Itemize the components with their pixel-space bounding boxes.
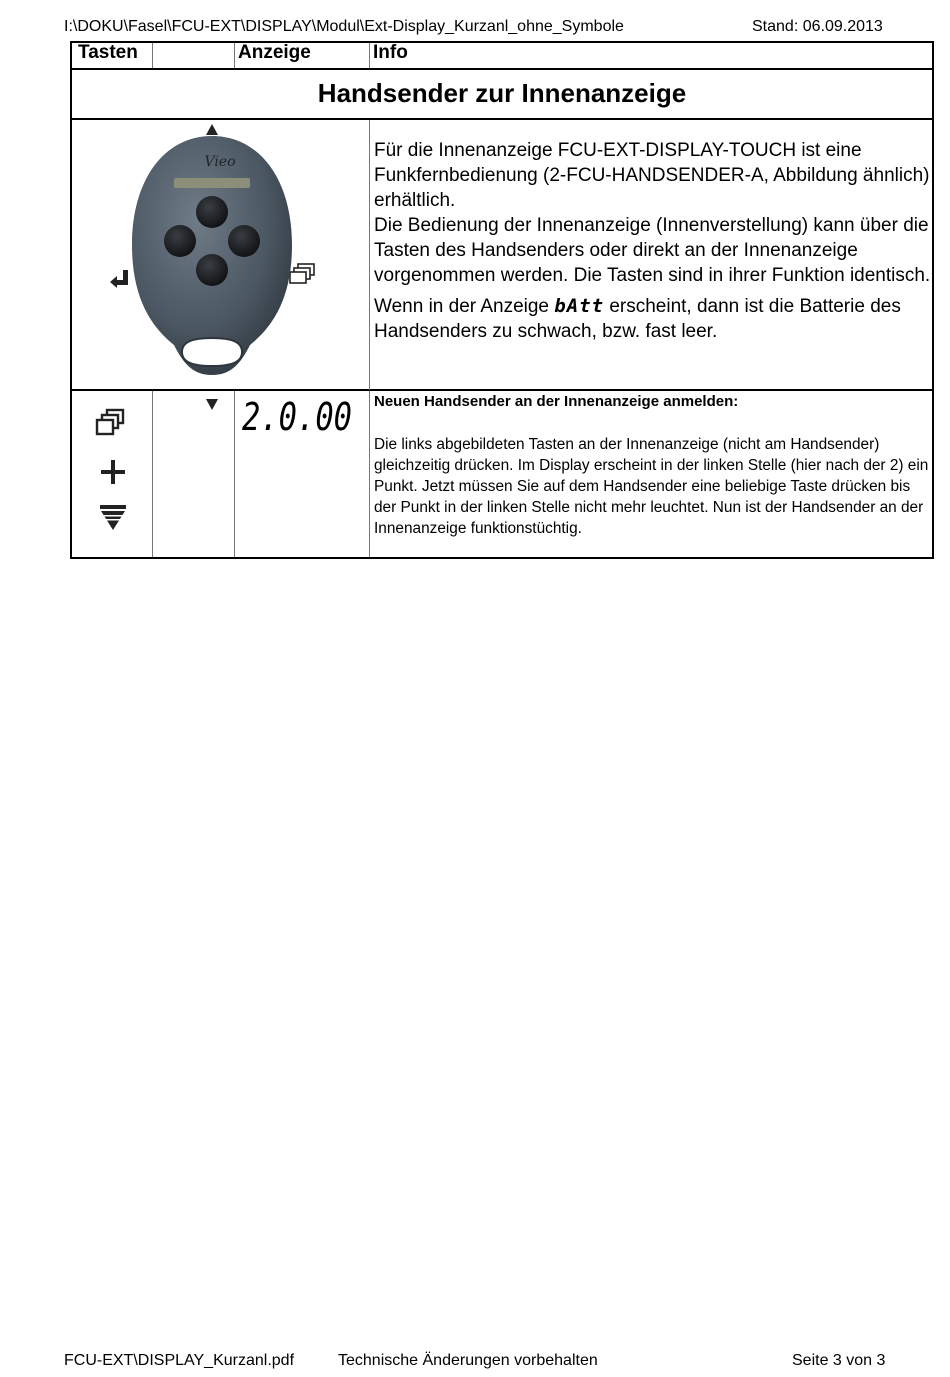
info-text-remote bbox=[374, 138, 934, 344]
plus-icon bbox=[101, 460, 125, 484]
remote-control-icon bbox=[132, 136, 292, 375]
info-text-register: Die links abgebildeten Tasten an der Innenanzeige (nicht am Handsender) gleichzeitig drücken. Im Display erscheint in der linken Stelle (hier nach der 2) ein Punkt. Jetzt müssen Sie auf dem Handsender eine beliebige Taste drücken bis der Punkt in der linken Stelle nicht mehr leuchtet. Nun ist der Handsender an der Innenanzeige funktionstüchtig. bbox=[374, 436, 929, 537]
table-header-row bbox=[70, 41, 934, 70]
footer-page: Seite 3 von 3 bbox=[792, 1352, 886, 1369]
column-divider bbox=[234, 391, 235, 557]
column-header-info: Info bbox=[373, 42, 408, 63]
enter-icon bbox=[110, 270, 128, 288]
arrow-up-icon bbox=[206, 124, 218, 135]
column-divider bbox=[369, 120, 370, 390]
info-text: Wenn in der Anzeige bbox=[374, 296, 549, 317]
key-icons bbox=[90, 401, 136, 535]
info-title: Neuen Handsender an der Innenanzeige anmelden: bbox=[374, 393, 739, 410]
info-paragraph: Für die Innenanzeige FCU-EXT-DISPLAY-TOUCH ist eine Funkfernbedienung (2-FCU-HANDSENDER-A, Abbildung ähnlich) erhältlich. bbox=[374, 140, 930, 211]
info-text: erscheint, dann ist die Batterie des Handsenders zu schwach, bzw. fast leer. bbox=[374, 296, 901, 342]
footer-file: FCU-EXT\DISPLAY_Kurzanl.pdf bbox=[64, 1352, 295, 1369]
section-title: Handsender zur Innenanzeige bbox=[317, 78, 687, 108]
arrow-down-lines-icon bbox=[100, 505, 126, 530]
footer-note: Technische Änderungen vorbehalten bbox=[338, 1352, 598, 1369]
column-divider bbox=[369, 43, 370, 68]
column-header-anzeige: Anzeige bbox=[238, 42, 311, 63]
batt-display-text: bAtt bbox=[554, 295, 605, 317]
lcd-display-value: 2.0.00 bbox=[242, 395, 352, 439]
info-paragraph: Die Bedienung der Innenanzeige (Innenverstellung) kann über die Tasten des Handsenders oder direkt an der Innenanzeige vorgenommen werden. Die Tasten sind in ihrer Funktion identisch. bbox=[374, 215, 931, 286]
remote-control-figure bbox=[70, 120, 369, 390]
column-divider bbox=[152, 391, 153, 557]
column-divider bbox=[152, 43, 153, 68]
header-date: Stand: 06.09.2013 bbox=[752, 18, 883, 35]
instruction-table bbox=[70, 41, 934, 559]
header-path: I:\DOKU\Fasel\FCU-EXT\DISPLAY\Modul\Ext-Display_Kurzanl_ohne_Symbole bbox=[64, 18, 624, 35]
lcd-display bbox=[240, 397, 355, 437]
windows-icon bbox=[97, 410, 123, 434]
windows-icon bbox=[290, 264, 314, 283]
column-header-tasten: Tasten bbox=[78, 42, 138, 63]
column-divider bbox=[369, 391, 370, 557]
info-paragraph bbox=[374, 294, 934, 344]
remote-logo: Vieo bbox=[204, 154, 236, 170]
column-divider bbox=[234, 43, 235, 68]
